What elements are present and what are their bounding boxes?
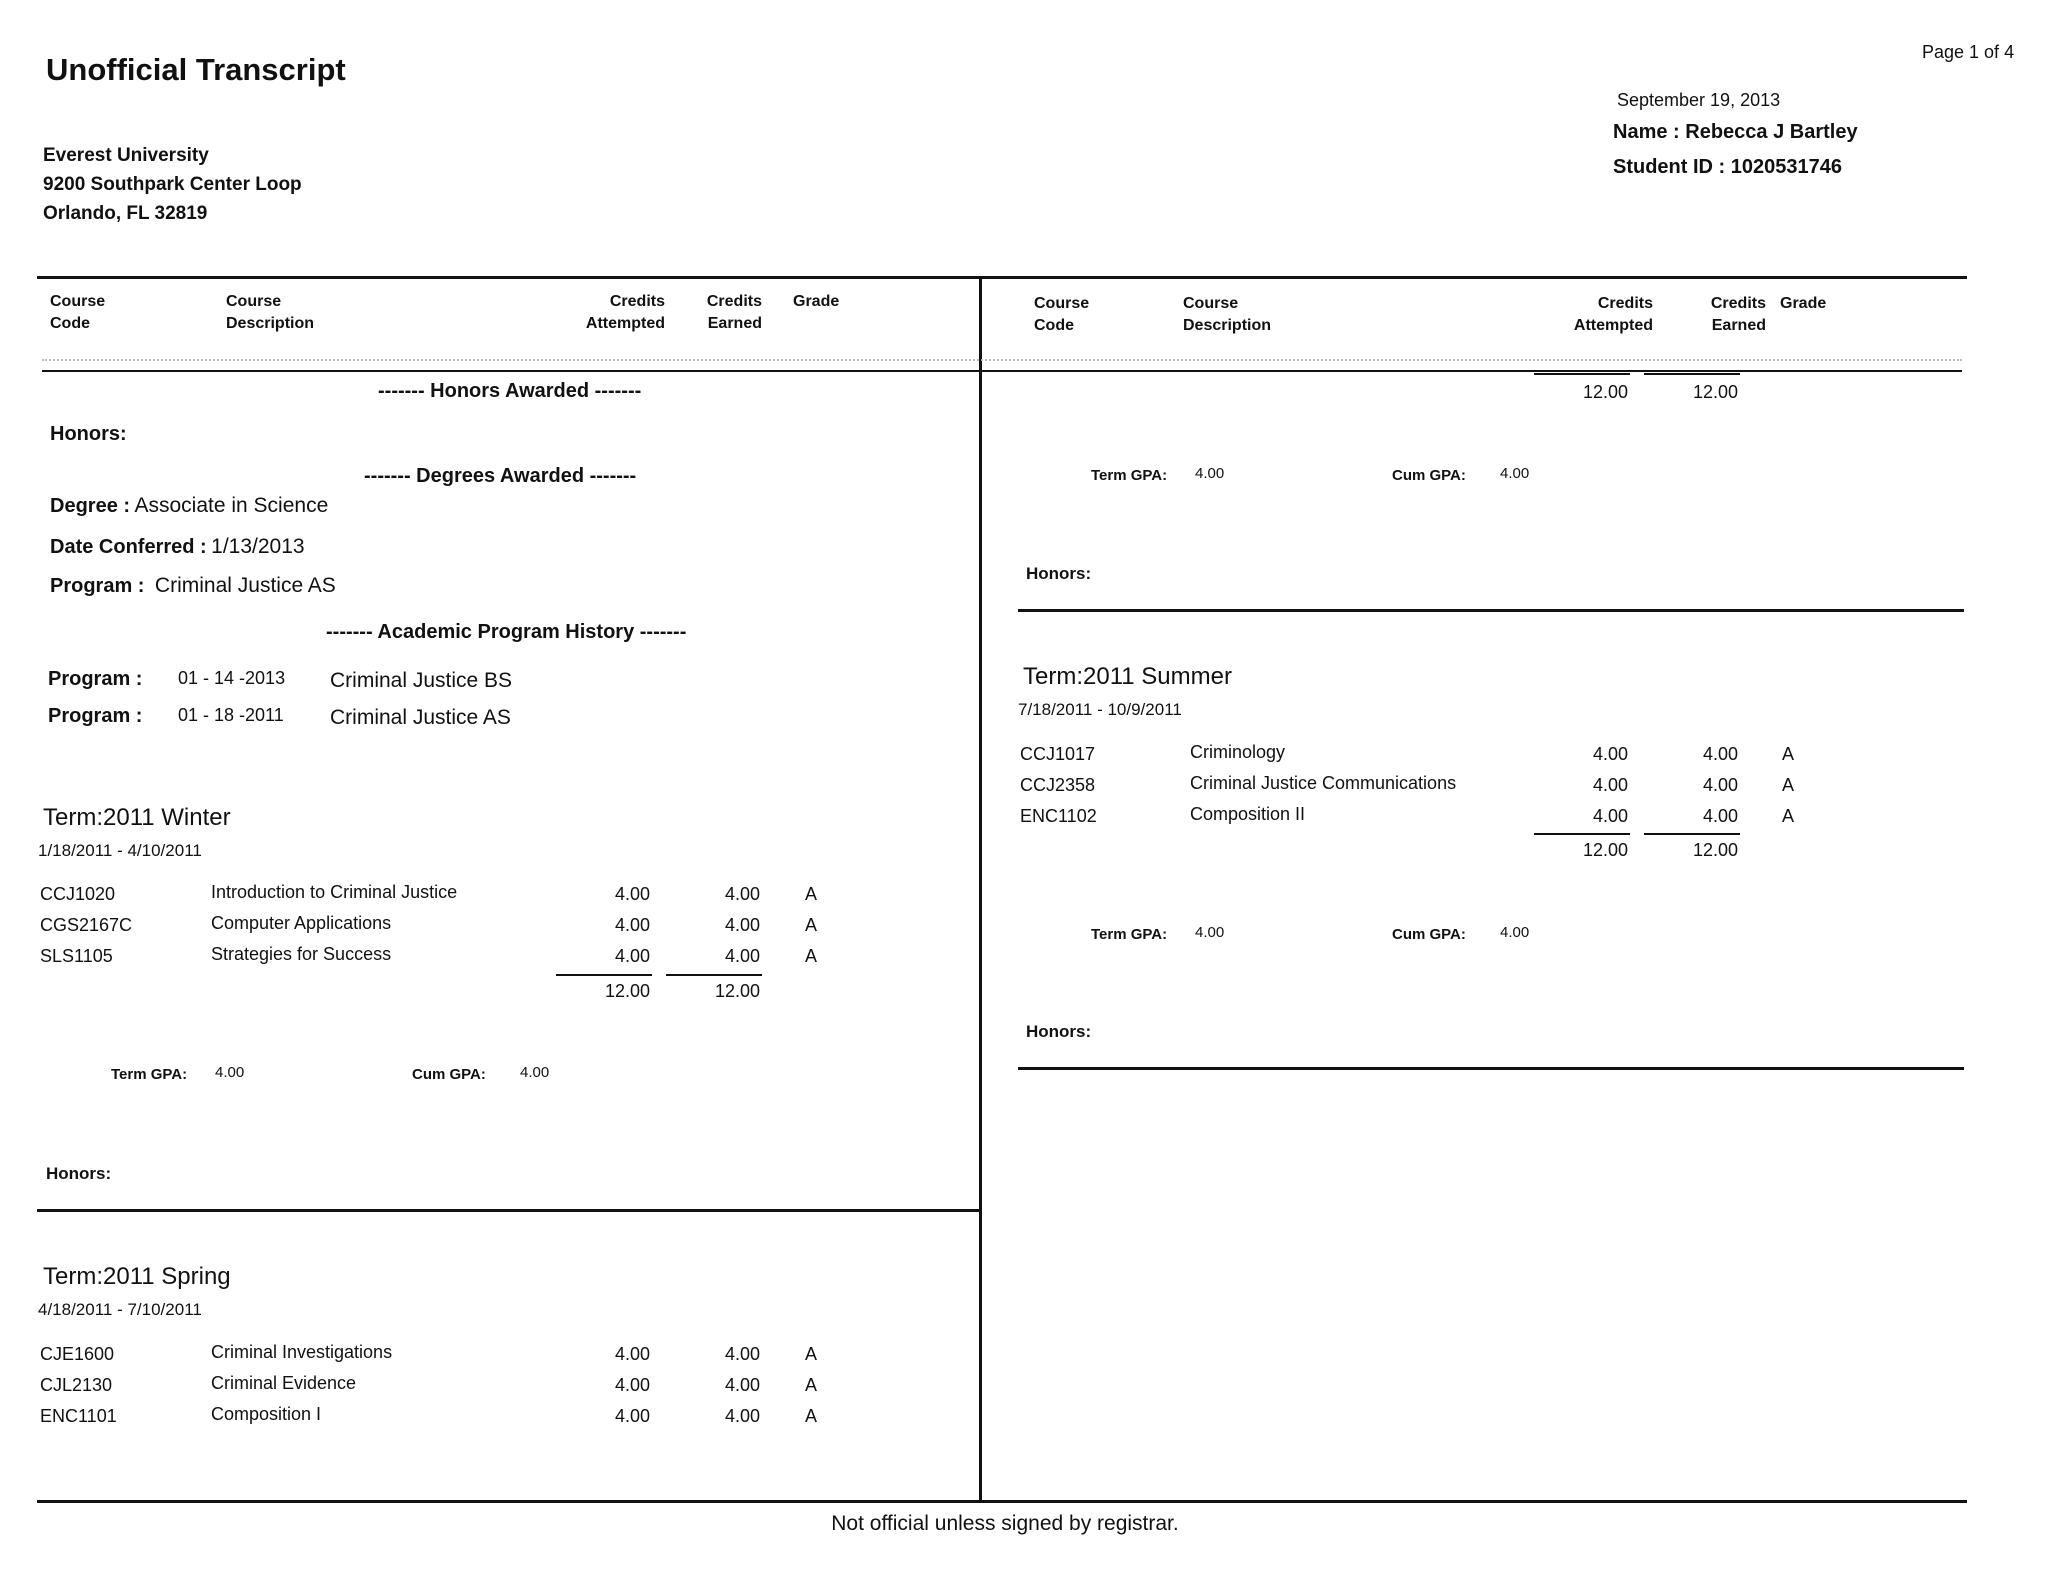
- term-separator: [1018, 1067, 1964, 1070]
- course-code: CJL2130: [40, 1375, 113, 1395]
- credits-attempted: 4.00: [1592, 806, 1628, 826]
- credits-attempted: 4.00: [1592, 744, 1628, 764]
- table-top-rule: [37, 276, 1967, 279]
- honors-label: Honors:: [50, 423, 127, 445]
- cum-gpa-label: Cum GPA:: [1392, 467, 1466, 484]
- degree-row: [50, 494, 328, 518]
- header-dotted-rule: [42, 359, 1962, 361]
- col-course-desc-right: Course Description: [1183, 295, 1272, 334]
- col-grade-left: Grade: [793, 293, 840, 310]
- term-title: Term:2011 Summer: [1023, 663, 1232, 690]
- col-credits-attempted-left: Credits Attempted: [585, 293, 665, 332]
- course-description: Introduction to Criminal Justice: [211, 882, 458, 902]
- school-name: Everest University: [43, 145, 209, 166]
- program-label: Program :: [50, 575, 145, 597]
- total-rule: [1534, 833, 1630, 835]
- date-conferred-value: 1/13/2013: [211, 535, 305, 558]
- course-description: Criminology: [1190, 742, 1286, 762]
- course-code: CCJ1020: [40, 884, 116, 904]
- course-code: CCJ1017: [1020, 744, 1096, 764]
- credits-earned: 4.00: [724, 1406, 760, 1426]
- honors-awarded-header: ------- Honors Awarded -------: [378, 380, 642, 402]
- total-rule: [666, 974, 762, 976]
- course-grade: A: [805, 1375, 818, 1395]
- total-rule: [556, 974, 652, 976]
- table-bottom-rule: [37, 1500, 1967, 1503]
- course-description: Composition II: [1190, 804, 1306, 824]
- credits-attempted: 4.00: [1592, 775, 1628, 795]
- student-name: Name : Rebecca J Bartley: [1613, 121, 1858, 143]
- program-value: Criminal Justice AS: [154, 574, 336, 597]
- term-gpa-label: Term GPA:: [1091, 926, 1168, 943]
- term-dates: 4/18/2011 - 7/10/2011: [38, 1300, 202, 1319]
- history-program-date: 01 - 18 -2011: [178, 705, 284, 725]
- col-course-code-right: Course Code: [1034, 295, 1090, 334]
- course-grade: A: [1782, 744, 1795, 764]
- report-date: September 19, 2013: [1617, 90, 1781, 110]
- degree-value: Associate in Science: [134, 494, 329, 517]
- term-gpa-label: Term GPA:: [1091, 467, 1168, 484]
- term-separator: [37, 1209, 981, 1212]
- course-grade: A: [1782, 775, 1795, 795]
- footer-note: Not official unless signed by registrar.: [831, 1512, 1179, 1535]
- student-id: Student ID : 1020531746: [1613, 156, 1842, 178]
- col-grade-right: Grade: [1780, 295, 1827, 312]
- term-dates: 1/18/2011 - 4/10/2011: [38, 841, 202, 860]
- credits-attempted: 4.00: [614, 1375, 650, 1395]
- history-program-label: Program :: [48, 705, 143, 727]
- cum-gpa-label: Cum GPA:: [412, 1066, 486, 1083]
- total-rule: [1644, 833, 1740, 835]
- course-code: ENC1102: [1020, 806, 1097, 826]
- course-code: CJE1600: [40, 1344, 115, 1364]
- term-dates: 7/18/2011 - 10/9/2011: [1018, 700, 1182, 719]
- course-grade: A: [805, 884, 818, 904]
- column-divider: [979, 276, 982, 1501]
- term-gpa-label: Term GPA:: [111, 1066, 188, 1083]
- history-program-name: Criminal Justice AS: [330, 706, 511, 729]
- program-row: [50, 574, 336, 598]
- total-rule: [1644, 373, 1740, 375]
- history-program-name: Criminal Justice BS: [330, 669, 513, 692]
- header-bottom-rule: [42, 370, 1962, 372]
- total-attempted: 12.00: [1582, 840, 1628, 860]
- history-program-label: Program :: [48, 668, 143, 690]
- term-honors-label: Honors:: [1026, 564, 1092, 583]
- course-code: CGS2167C: [40, 915, 133, 935]
- course-grade: A: [805, 946, 818, 966]
- page-title: Unofficial Transcript: [46, 52, 346, 87]
- cum-gpa-value: 4.00: [1500, 924, 1530, 941]
- course-description: Criminal Justice Communications: [1190, 773, 1457, 793]
- credits-earned: 4.00: [1702, 744, 1738, 764]
- credits-attempted: 4.00: [614, 1406, 650, 1426]
- degrees-awarded-header: ------- Degrees Awarded -------: [364, 465, 637, 487]
- page-number: Page 1 of 4: [1922, 42, 2015, 62]
- total-rule: [1534, 373, 1630, 375]
- course-code: CCJ2358: [1020, 775, 1096, 795]
- credits-earned: 4.00: [724, 884, 760, 904]
- program-history-header: ------- Academic Program History -------: [326, 621, 687, 643]
- school-address: 9200 Southpark Center Loop: [43, 174, 302, 195]
- course-description: Criminal Investigations: [211, 1342, 393, 1362]
- credits-attempted: 4.00: [614, 884, 650, 904]
- col-course-code-left: Course Code: [50, 293, 106, 332]
- total-attempted: 12.00: [604, 981, 650, 1001]
- credits-earned: 4.00: [724, 1375, 760, 1395]
- term-gpa-value: 4.00: [1195, 924, 1225, 941]
- history-program-date: 01 - 14 -2013: [178, 668, 286, 688]
- course-description: Criminal Evidence: [211, 1373, 357, 1393]
- credits-attempted: 4.00: [614, 915, 650, 935]
- course-code: ENC1101: [40, 1406, 117, 1426]
- course-grade: A: [1782, 806, 1795, 826]
- col-credits-earned-right: Credits Earned: [1710, 295, 1766, 334]
- total-earned: 12.00: [1692, 840, 1738, 860]
- credits-earned: 4.00: [1702, 806, 1738, 826]
- term-separator: [1018, 609, 1964, 612]
- credits-earned: 4.00: [1702, 775, 1738, 795]
- date-conferred-row: [50, 535, 305, 559]
- degree-label: Degree :: [50, 495, 131, 517]
- course-code: SLS1105: [40, 946, 113, 966]
- total-earned: 12.00: [714, 981, 760, 1001]
- credits-attempted: 4.00: [614, 946, 650, 966]
- credits-earned: 4.00: [724, 915, 760, 935]
- term-title: Term:2011 Spring: [43, 1263, 231, 1290]
- school-city: Orlando, FL 32819: [43, 203, 208, 224]
- term-honors-label: Honors:: [46, 1164, 112, 1183]
- date-conferred-label: Date Conferred :: [50, 536, 207, 558]
- course-grade: A: [805, 1406, 818, 1426]
- term-title: Term:2011 Winter: [43, 804, 231, 831]
- course-grade: A: [805, 915, 818, 935]
- term-honors-label: Honors:: [1026, 1022, 1092, 1041]
- col-credits-earned-left: Credits Earned: [706, 293, 762, 332]
- col-course-desc-left: Course Description: [226, 293, 315, 332]
- course-description: Strategies for Success: [211, 944, 392, 964]
- credits-earned: 4.00: [724, 946, 760, 966]
- course-grade: A: [805, 1344, 818, 1364]
- total-attempted: 12.00: [1582, 382, 1628, 402]
- cum-gpa-value: 4.00: [520, 1064, 550, 1081]
- cum-gpa-value: 4.00: [1500, 465, 1530, 482]
- credits-attempted: 4.00: [614, 1344, 650, 1364]
- total-earned: 12.00: [1692, 382, 1738, 402]
- course-description: Composition I: [211, 1404, 322, 1424]
- term-gpa-value: 4.00: [1195, 465, 1225, 482]
- term-gpa-value: 4.00: [215, 1064, 245, 1081]
- col-credits-attempted-right: Credits Attempted: [1573, 295, 1653, 334]
- credits-earned: 4.00: [724, 1344, 760, 1364]
- course-description: Computer Applications: [211, 913, 392, 933]
- cum-gpa-label: Cum GPA:: [1392, 926, 1466, 943]
